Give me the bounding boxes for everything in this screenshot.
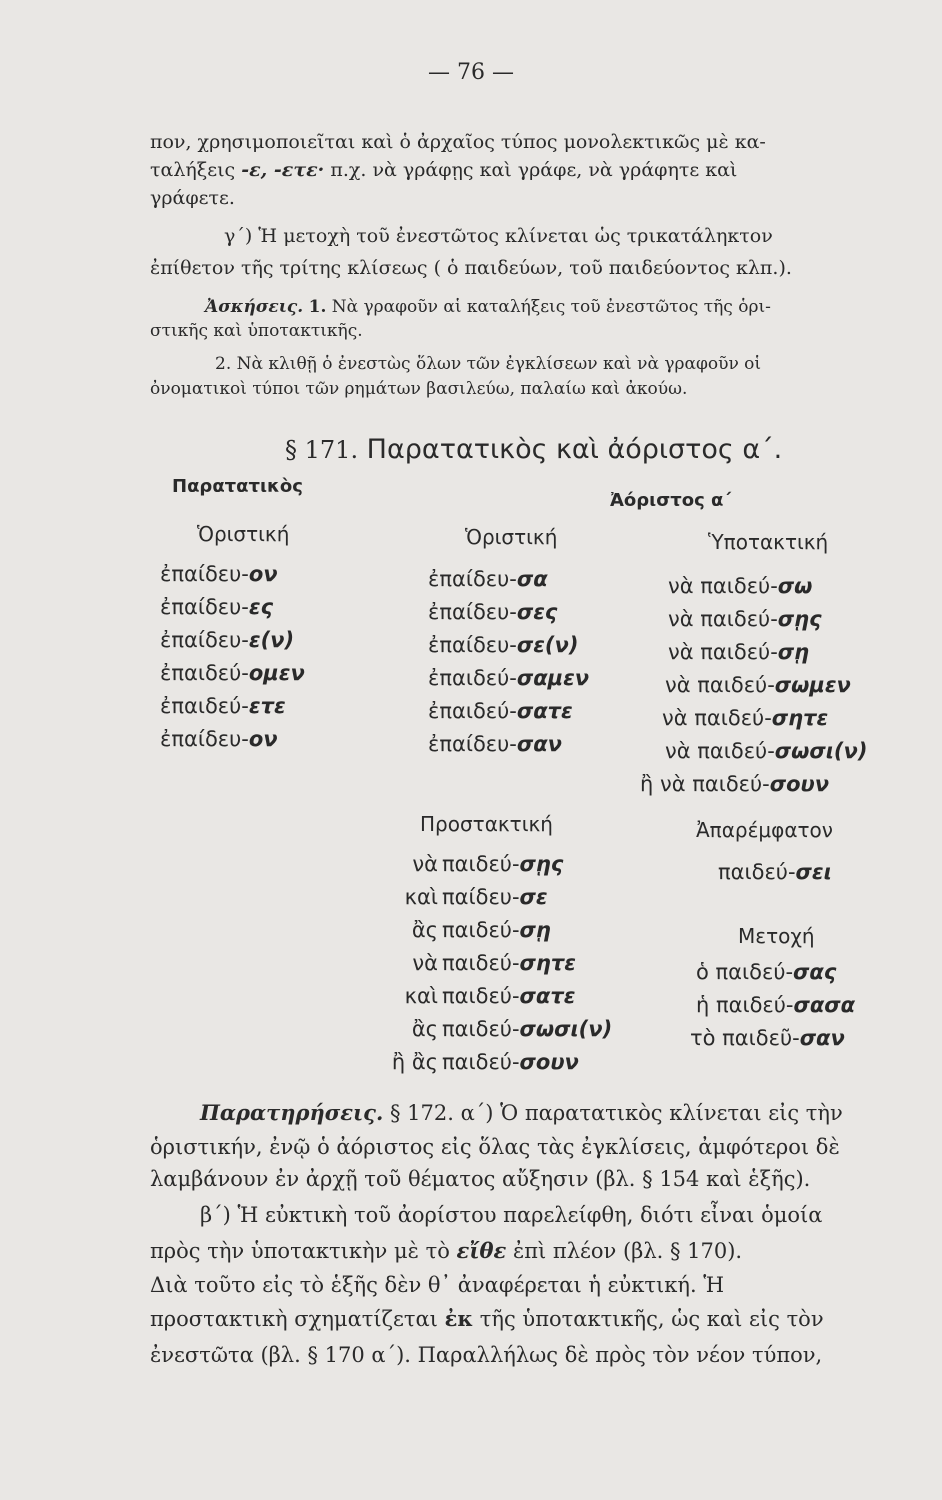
- intro-endings: -ε, -ετε·: [241, 159, 325, 181]
- conjugation-row: καὶ παιδεύ-σατε: [404, 984, 576, 1008]
- aorist-participle-header: Μετοχή: [738, 924, 815, 948]
- conjugation-row: νὰ παιδεύ-σῃ: [668, 640, 810, 664]
- conjugation-row: ἐπαιδεύ-ομεν: [160, 661, 305, 685]
- conjugation-row: ἐπαίδευ-σε(ν): [428, 633, 579, 657]
- intro-line-2: [150, 156, 737, 184]
- conjugation-row: ἐπαίδευ-ον: [160, 562, 278, 586]
- conjugation-row: ἐπαίδευ-σες: [428, 600, 558, 624]
- aorist-indicative-header: Ὁριστική: [465, 525, 558, 549]
- conjugation-row: νὰ παιδεύ-σω: [668, 574, 813, 598]
- conjugation-row: ἡ παιδεύ-σασα: [696, 993, 856, 1017]
- exercise-1-number: 1.: [308, 297, 327, 317]
- conjugation-row: ἐπαιδεύ-ετε: [160, 694, 286, 718]
- observations-line-4: β΄) Ἡ εὐκτικὴ τοῦ ἀορίστου παρελείφθη, διότι εἶναι ὁμοία: [200, 1203, 823, 1227]
- conjugation-row: καὶ παίδευ-σε: [404, 885, 548, 909]
- observations-line-1: [200, 1098, 843, 1128]
- conjugation-row: νὰ παιδεύ-σητε: [412, 951, 576, 975]
- aorist-infinitive-header: Ἀπαρέμφατον: [696, 818, 833, 842]
- section-heading: [285, 434, 782, 465]
- conjugation-row: νὰ παιδεύ-σωσι(ν): [665, 739, 868, 763]
- exercises-label: Ἀσκήσεις.: [205, 297, 304, 317]
- conjugation-row: τὸ παιδεῦ-σαν: [690, 1026, 845, 1050]
- observations-line-2: ὁριστικήν, ἐνῷ ὁ ἀόριστος εἰς ὅλας τὰς ἐγκλίσεις, ἀμφότεροι δὲ: [150, 1135, 840, 1159]
- page-number: — 76 —: [428, 60, 514, 85]
- aorist-indicative-list: [428, 563, 589, 761]
- imperfect-indicative-header: Ὁριστική: [197, 522, 290, 546]
- conjugation-row: ἐπαίδευ-ες: [160, 595, 274, 619]
- intro-line-5: ἐπίθετον τῆς τρίτης κλίσεως ( ὁ παιδεύων, τοῦ παιδεύοντος κλπ.).: [150, 257, 792, 279]
- section-number: § 171.: [285, 436, 359, 464]
- intro-line-2-text: ταλήξεις: [150, 159, 236, 181]
- conjugation-row: νὰ παιδεύ-σῃς: [668, 607, 822, 631]
- aorist-subjunctive-list: [640, 570, 872, 801]
- intro-line-3: γράφετε.: [150, 187, 235, 209]
- observations-line-5: πρὸς τὴν ὑποτακτικὴν μὲ τὸ εἴθε ἐπὶ πλέον (βλ. § 170).: [150, 1238, 743, 1263]
- intro-line-4: γ΄) Ἡ μετοχὴ τοῦ ἐνεστῶτος κλίνεται ὡς τρικατάληκτον: [224, 225, 773, 247]
- conjugation-row: ἢ νὰ παιδεύ-σουν: [640, 772, 830, 796]
- observations-text-1: § 172. α΄) Ὁ παρατατικὸς κλίνεται εἰς τὴν: [389, 1101, 843, 1125]
- exercise-1: [205, 295, 771, 319]
- aorist-infinitive: παιδεύ-σει: [718, 860, 832, 884]
- section-title: Παρατατικὸς καὶ ἀόριστος α΄.: [366, 434, 783, 465]
- conjugation-row: ὁ παιδεύ-σας: [696, 960, 837, 984]
- conjugation-row: ἐπαίδευ-σα: [428, 567, 548, 591]
- observations-line-7: προστακτικὴ σχηματίζεται ἐκ τῆς ὑποτακτικῆς, ὡς καὶ εἰς τὸν: [150, 1306, 824, 1331]
- observations-line-6: Διὰ τοῦτο εἰς τὸ ἑξῆς δὲν θ᾽ ἀναφέρεται ἡ εὐκτική. Ἡ: [150, 1273, 725, 1297]
- observations-line-8: ἐνεστῶτα (βλ. § 170 α΄). Παραλλήλως δὲ πρὸς τὸν νέον τύπον,: [150, 1343, 823, 1367]
- aorist-subjunctive-header: Ὑποτακτική: [708, 530, 829, 554]
- exercise-2-line-1: 2. Νὰ κλιθῇ ὁ ἐνεστὼς ὅλων τῶν ἐγκλίσεων καὶ νὰ γραφοῦν οἱ: [215, 354, 762, 374]
- conjugation-row: νὰ παιδεύ-σητε: [662, 706, 829, 730]
- observations-line-3: λαμβάνουν ἐν ἀρχῇ τοῦ θέματος αὔξησιν (βλ. § 154 καὶ ἑξῆς).: [150, 1167, 811, 1191]
- aorist-label: Ἀόριστος α΄: [610, 490, 732, 511]
- imperfect-indicative-list: [160, 558, 305, 756]
- conjugation-row: νὰ παιδεύ-σωμεν: [665, 673, 851, 697]
- aorist-imperative-list: [340, 848, 612, 1079]
- conjugation-row: ἐπαιδεύ-σαμεν: [428, 666, 590, 690]
- aorist-imperative-header: Προστακτική: [420, 812, 553, 836]
- conjugation-row: ἐπαίδευ-ε(ν): [160, 628, 295, 652]
- conjugation-row: ἐπαιδεύ-σατε: [428, 699, 573, 723]
- conjugation-row: ἢ ἂς παιδεύ-σουν: [391, 1050, 579, 1074]
- observations-label: Παρατηρήσεις.: [200, 1100, 384, 1125]
- exercise-1-line-2: στικῆς καὶ ὑποτακτικῆς.: [150, 321, 363, 341]
- conjugation-row: ἂς παιδεύ-σῃ: [411, 918, 551, 942]
- exercise-1-text: Νὰ γραφοῦν αἱ καταλήξεις τοῦ ἐνεστῶτος τῆς ὁρι-: [331, 297, 771, 317]
- conjugation-row: ἐπαίδευ-ον: [160, 727, 278, 751]
- aorist-participle-list: [690, 956, 855, 1055]
- conjugation-row: ἐπαίδευ-σαν: [428, 732, 562, 756]
- intro-line-1: πον, χρησιμοποιεῖται καὶ ὁ ἀρχαῖος τύπος μονολεκτικῶς μὲ κα-: [150, 131, 766, 153]
- exercise-2-line-2: ὀνοματικοὶ τύποι τῶν ρημάτων βασιλεύω, παλαίω καὶ ἀκούω.: [150, 379, 688, 399]
- conjugation-row: ἂς παιδεύ-σωσι(ν): [411, 1017, 613, 1041]
- conjugation-row: νὰ παιδεύ-σῃς: [412, 852, 564, 876]
- intro-line-2-rest: π.χ. νὰ γράφῃς καὶ γράφε, νὰ γράφητε καὶ: [330, 159, 738, 181]
- imperfect-label: Παρατατικὸς: [172, 476, 303, 497]
